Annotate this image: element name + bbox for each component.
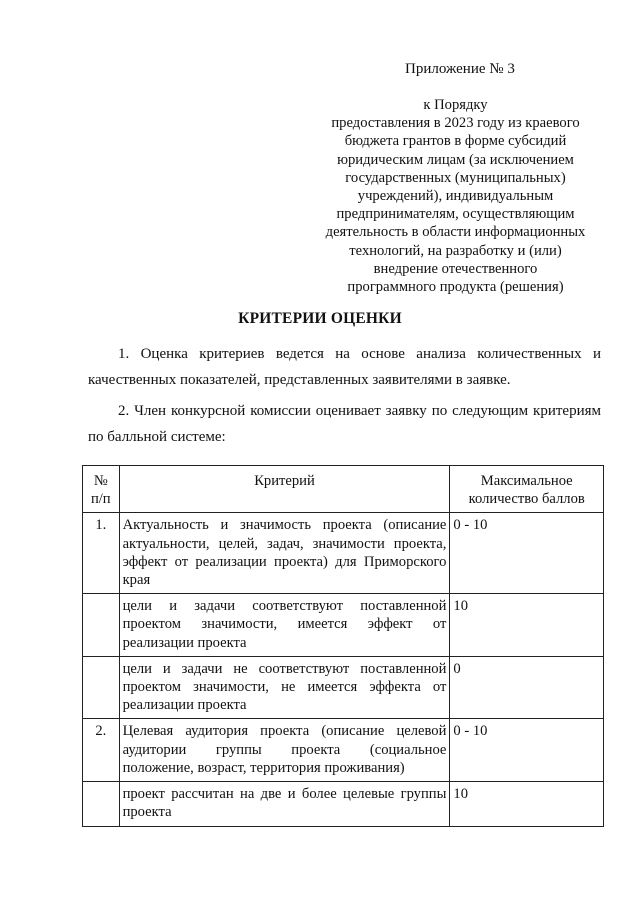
paragraph-line: 2. Член конкурсной комиссии оценивает заявку по следующим критериям — [118, 403, 601, 419]
header-criterion: Критерий — [119, 466, 450, 513]
row-criterion — [119, 656, 450, 719]
header-number — [83, 466, 120, 513]
table-row — [83, 719, 604, 782]
appendix-line: государственных (муниципальных) — [345, 169, 566, 186]
criterion-line: цели и задачи не соответствуют поставленной — [122, 660, 447, 677]
row-number: 2. — [83, 719, 120, 782]
appendix-line: предоставления в 2023 году из краевого — [331, 115, 580, 132]
criterion-line: Целевая аудитория проекта (описание целевой — [122, 723, 447, 740]
row-criterion — [119, 719, 450, 782]
criterion-line: проектом значимости, имеется эффект от — [122, 616, 447, 633]
row-max-score: 0 — [450, 656, 604, 719]
appendix-line: программного продукта (решения) — [347, 279, 564, 296]
criterion-line: проект рассчитан на две и более целевые группы — [122, 786, 447, 803]
table-header-row — [83, 466, 604, 513]
appendix-number: Приложение № 3 — [405, 61, 515, 77]
appendix-line: юридическим лицам (за исключением — [337, 151, 574, 168]
appendix-line: бюджета грантов в форме субсидий — [344, 133, 567, 150]
paragraph-line: по балльной системе: — [88, 429, 226, 445]
criterion-line: аудитории группы проекта (социальное — [122, 741, 447, 758]
criterion-line: реализации проекта — [122, 697, 247, 714]
header-max-line2: количество баллов — [468, 491, 585, 508]
table-row — [83, 782, 604, 827]
header-number-line1: № — [93, 473, 108, 489]
criterion-line: проекта — [122, 804, 172, 821]
paragraph-1 — [88, 341, 601, 393]
appendix-line: деятельность в области информационных — [325, 224, 586, 241]
appendix-line: внедрение отечественного — [373, 260, 538, 277]
row-number — [83, 782, 120, 827]
criterion-line: положение, возраст, территория проживания) — [122, 759, 405, 776]
paragraph-2 — [88, 398, 601, 450]
row-number — [83, 656, 120, 719]
appendix-reference — [318, 96, 593, 296]
appendix-line: учреждений), индивидуальным — [357, 188, 554, 205]
row-max-score: 0 - 10 — [450, 513, 604, 594]
row-criterion — [119, 594, 450, 657]
appendix-line: к Порядку — [423, 97, 488, 113]
header-max-line1: Максимальное — [480, 473, 573, 489]
row-max-score: 0 - 10 — [450, 719, 604, 782]
criterion-line: актуальности, целей, задач, значимости проекта, — [122, 535, 447, 552]
criterion-line: Актуальность и значимость проекта (описание — [122, 517, 447, 534]
paragraph-line: качественных показателей, представленных заявителями в заявке. — [88, 372, 511, 388]
table-row — [83, 513, 604, 594]
header-max-score — [450, 466, 604, 513]
document-title: КРИТЕРИИ ОЦЕНКИ — [238, 310, 402, 327]
criterion-line: края — [122, 572, 151, 589]
row-number: 1. — [83, 513, 120, 594]
row-criterion — [119, 513, 450, 594]
criterion-line: реализации проекта — [122, 634, 247, 651]
row-max-score: 10 — [450, 594, 604, 657]
appendix-line: технологий, на разработку и (или) — [349, 242, 562, 259]
paragraph-line: 1. Оценка критериев ведется на основе анализа количественных и — [118, 346, 601, 362]
criteria-table — [82, 465, 604, 827]
criterion-line: цели и задачи соответствуют поставленной — [122, 598, 447, 615]
header-number-line2: п/п — [90, 491, 111, 508]
criterion-line: проектом значимости, не имеется эффекта от — [122, 679, 447, 696]
row-criterion — [119, 782, 450, 827]
table-row — [83, 594, 604, 657]
row-number — [83, 594, 120, 657]
criterion-line: эффект от реализации проекта) для Приморского — [122, 553, 447, 570]
appendix-line: предпринимателям, осуществляющим — [336, 206, 575, 223]
row-max-score: 10 — [450, 782, 604, 827]
table-row — [83, 656, 604, 719]
